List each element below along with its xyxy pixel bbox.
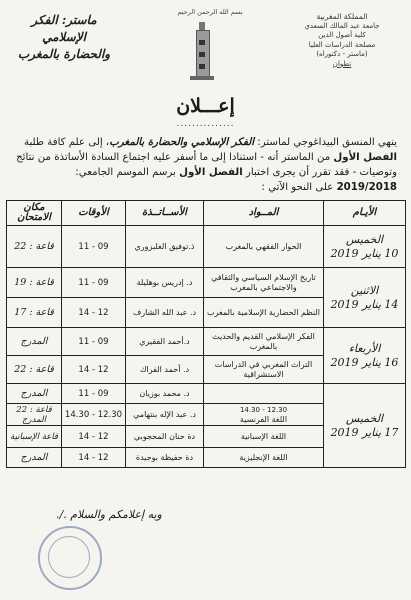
subject-time-note: 12.30 - 14.30: [239, 405, 288, 414]
column-header-days: الأيـام: [324, 201, 406, 226]
subject-cell: النظم الحضارية الإسلامية بالمغرب: [204, 298, 324, 328]
day-cell: الخميس 10 يناير 2019: [324, 226, 406, 268]
column-header-times: الأوقات: [62, 201, 126, 226]
subject-cell: التراث المغربي في الدراسات الاستشراقية: [204, 356, 324, 384]
time-cell: 12 - 14: [62, 426, 126, 448]
hall-cell: المدرج: [7, 448, 62, 468]
time-cell: 09 - 11: [62, 328, 126, 356]
hall-cell: قاعة : 17: [7, 298, 62, 328]
time-cell: 09 - 11: [62, 384, 126, 404]
program-name: الفكر الإسلامي والحضارة بالمغرب: [109, 136, 255, 148]
header-line: جامعة عبد المالك السعدي: [304, 21, 380, 30]
body-text: على النحو الآتي :: [261, 182, 337, 193]
header-line: كلية أصول الدين: [318, 31, 366, 39]
subject-cell: الفكر الإسلامي القديم والحديث بالمغرب: [204, 328, 324, 356]
body-text: ، إلى علم كافة طلبة: [23, 137, 110, 148]
day-cell: الأربعاء 16 يناير 2019: [324, 328, 406, 384]
time-cell: 12 - 14: [62, 448, 126, 468]
column-header-professors: الأســاتــذة: [126, 201, 204, 226]
hall-cell: المدرج: [7, 328, 62, 356]
official-stamp: [38, 526, 102, 590]
column-header-hall: مكان الامتحان: [7, 201, 62, 226]
professor-cell: ذ.توفيق الغلبزوري: [126, 226, 204, 268]
subject-cell: اللغة الإسبانية: [204, 426, 324, 448]
day-cell: الخميس 17 يناير 2019: [324, 384, 406, 468]
hall-cell: المدرج: [7, 384, 62, 404]
day-cell: الاثنين 14 يناير 2019: [324, 268, 406, 328]
body-text: من الماستر أنه - استنادا إلى ما أسفر عليه اجتماع السادة الأساتذة من نتائج وتوصيات - فقد تقرر أن يجرى اختبار: [16, 152, 397, 178]
body-text: ينهي المنسق البيداغوجي لماستر:: [254, 137, 397, 148]
hall-cell: قاعة الإسبانية: [7, 426, 62, 448]
professor-cell: دة حفيظة بوجيدة: [126, 448, 204, 468]
hall-cell: قاعة : 22: [7, 356, 62, 384]
table-header-row: [7, 201, 406, 226]
time-cell: 12 - 14: [62, 356, 126, 384]
table-row: [7, 226, 406, 268]
professor-cell: د. عبد الإله بنتهامي: [126, 404, 204, 426]
header-line: (ماستر - دكتوراه): [316, 50, 368, 58]
professor-cell: د. محمد بوزيان: [126, 384, 204, 404]
announcement-body: [14, 135, 397, 195]
closing-line: وبه إعلامكم والسلام ./.: [56, 508, 162, 521]
basmala: بسم الله الرحمن الرحيم: [177, 8, 243, 16]
subject-cell: [204, 384, 324, 404]
header-line: المملكة المغربية: [316, 12, 368, 21]
program-line: والحضارة بالمغرب: [17, 47, 111, 61]
professor-cell: د. إدريس بوهليلة: [126, 268, 204, 298]
hall-cell: قاعة : 22 المدرج: [7, 404, 62, 426]
master-program-header: [8, 12, 120, 63]
hall-cell: قاعة : 19: [7, 268, 62, 298]
institution-header: [287, 12, 397, 69]
university-logo: [187, 20, 217, 82]
semester-name: الفصل الأول: [179, 167, 243, 178]
subject-cell: [204, 404, 324, 426]
column-header-subjects: المــواد: [204, 201, 324, 226]
exam-schedule-table: [6, 200, 406, 468]
professor-cell: د. أحمد الفراك: [126, 356, 204, 384]
header-line: مصلحة الدراسات العليا: [308, 40, 376, 49]
time-cell: 09 - 11: [62, 268, 126, 298]
body-text: برسم الموسم الجامعي:: [75, 167, 180, 178]
time-cell: 12 - 14: [62, 298, 126, 328]
page-title: إعـــلان: [176, 95, 235, 117]
semester-name: الفصل الأول: [333, 152, 397, 163]
header-line: تطوان: [332, 59, 352, 68]
title-divider: ...............: [176, 119, 235, 129]
academic-year: 2019/2018: [336, 182, 397, 193]
program-line: ماستر: الفكر الإسلامي: [31, 13, 97, 44]
table-row: [7, 268, 406, 298]
subject-name: اللغة الفرنسية: [239, 414, 288, 424]
table-row: [7, 384, 406, 404]
subject-cell: الحوار الفقهي بالمغرب: [204, 226, 324, 268]
subject-cell: اللغة الإنجليزية: [204, 448, 324, 468]
table-row: [7, 328, 406, 356]
time-cell: 12.30 - 14.30: [62, 404, 126, 426]
subject-cell: تاريخ الإسلام السياسي والثقافي والاجتماعي بالمغرب: [204, 268, 324, 298]
professor-cell: د. عبد الله الشارف: [126, 298, 204, 328]
hall-cell: قاعة : 22: [7, 226, 62, 268]
professor-cell: د.أحمد الفقيري: [126, 328, 204, 356]
time-cell: 09 - 11: [62, 226, 126, 268]
professor-cell: دة حنان المحجوبي: [126, 426, 204, 448]
